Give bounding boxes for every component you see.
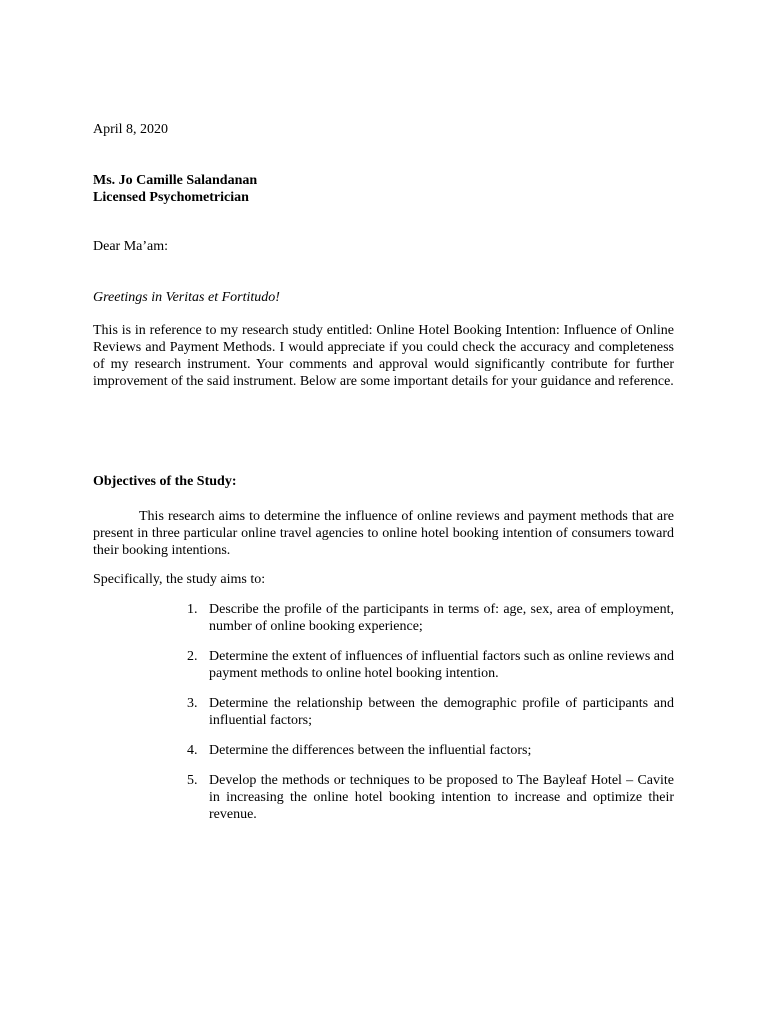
objective-number: 5. <box>187 773 198 788</box>
objective-item <box>183 695 674 729</box>
objective-text: Determine the relationship between the demographic profile of participants and influential factors; <box>209 696 674 728</box>
objective-number: 2. <box>187 649 198 664</box>
objective-item <box>183 648 674 682</box>
objective-text: Describe the profile of the participants in terms of: age, sex, area of employment, number of online booking experience; <box>209 602 674 634</box>
letter-date: April 8, 2020 <box>93 122 169 137</box>
objective-item <box>183 772 674 823</box>
recipient-name: Ms. Jo Camille Salandanan <box>93 173 258 188</box>
greeting: Greetings in Veritas et Fortitudo! <box>93 290 280 305</box>
objectives-list <box>183 601 674 836</box>
objectives-heading: Objectives of the Study: <box>93 474 237 489</box>
objectives-paragraph: This research aims to determine the influence of online reviews and payment methods that are present in three particular online travel agencies to online hotel booking intention of consumers toward their booking intentions. <box>93 509 674 558</box>
objective-text: Determine the differences between the influential factors; <box>209 743 532 758</box>
objective-item <box>183 601 674 635</box>
intro-paragraph: This is in reference to my research study entitled: Online Hotel Booking Intention: Influence of Online Reviews and Payment Methods. I would appreciate if you could check the accuracy and completeness of my research instrument. Your comments and approval would significantly contribute for further improvement of the said instrument. Below are some important details for your guidance and reference. <box>93 323 674 389</box>
objective-number: 1. <box>187 602 198 617</box>
objective-text: Develop the methods or techniques to be proposed to The Bayleaf Hotel – Cavite in increasing the online hotel booking intention to increase and optimize their revenue. <box>209 773 674 822</box>
objective-text: Determine the extent of influences of influential factors such as online reviews and payment methods to online hotel booking intention. <box>209 649 674 681</box>
recipient-title: Licensed Psychometrician <box>93 190 249 205</box>
objective-number: 3. <box>187 696 198 711</box>
salutation: Dear Ma’am: <box>93 239 169 254</box>
objective-number: 4. <box>187 743 198 758</box>
objective-item <box>183 742 674 759</box>
recipient-block <box>93 172 674 206</box>
objectives-lead: Specifically, the study aims to: <box>93 572 266 587</box>
